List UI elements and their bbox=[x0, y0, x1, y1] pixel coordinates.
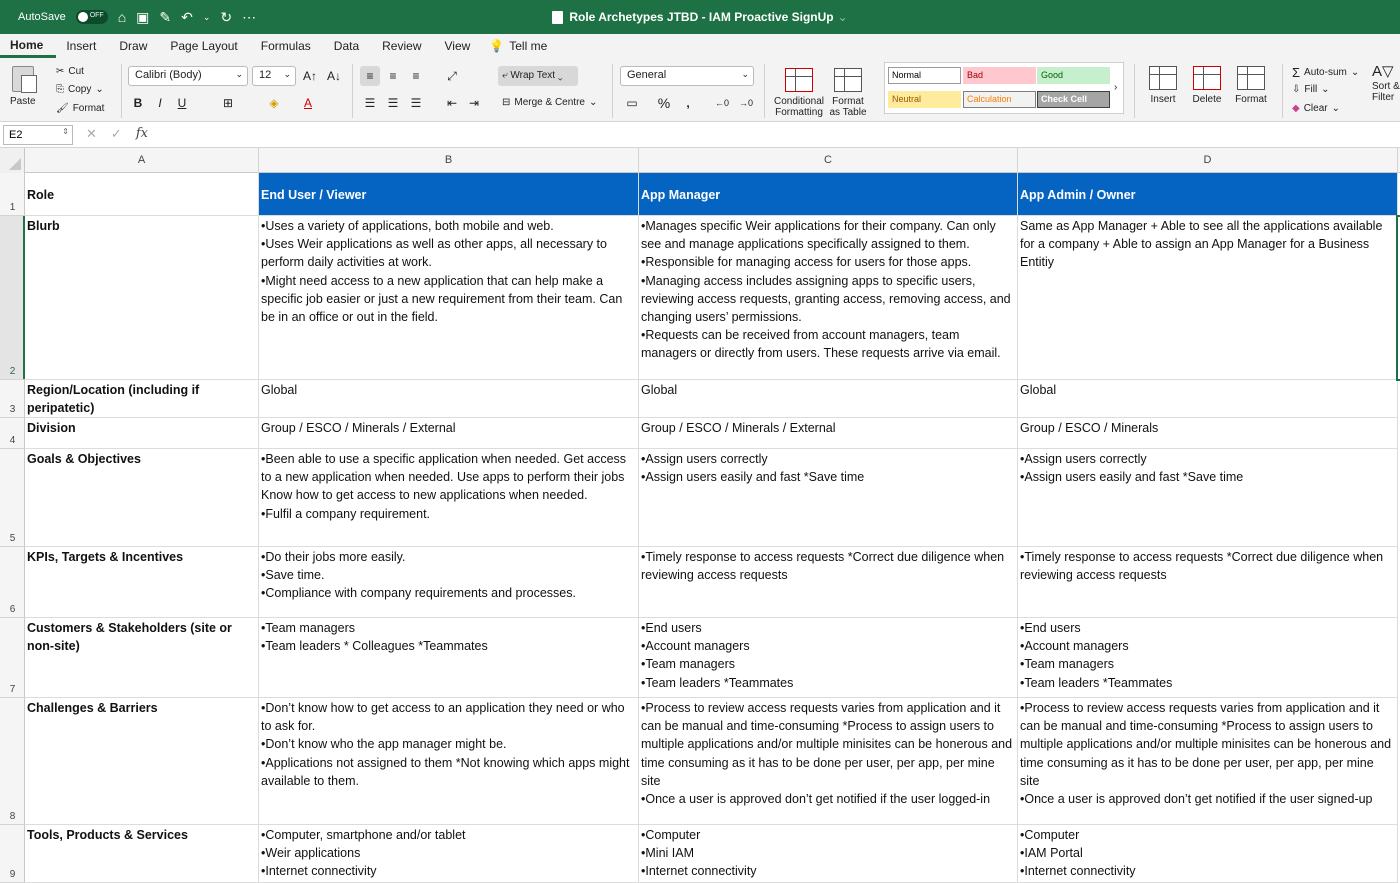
cell-d6[interactable]: •Timely response to access requests *Correct due diligence when reviewing access requests bbox=[1018, 547, 1398, 618]
cell-d1[interactable]: App Admin / Owner bbox=[1018, 173, 1398, 216]
column-header-d[interactable]: D bbox=[1018, 148, 1398, 173]
lightbulb-icon: 💡 bbox=[489, 39, 505, 53]
cell-d3[interactable]: Global bbox=[1018, 380, 1398, 418]
tab-page-layout[interactable]: Page Layout bbox=[170, 39, 238, 53]
style-check-cell[interactable]: Check Cell bbox=[1037, 91, 1110, 108]
cell-a5[interactable]: Goals & Objectives bbox=[25, 449, 259, 547]
copy-icon: ⎘ bbox=[56, 84, 64, 95]
increase-decimal-icon[interactable]: ←0 bbox=[714, 98, 729, 108]
cell-b7[interactable]: •Team managers •Team leaders * Colleagues *Teammates bbox=[259, 618, 639, 698]
cell-d5[interactable]: •Assign users correctly •Assign users easily and fast *Save time bbox=[1018, 449, 1398, 547]
format-as-table-button[interactable]: Format as Table bbox=[826, 68, 870, 118]
delete-cells-icon bbox=[1193, 66, 1221, 90]
home-icon[interactable]: ⌂ bbox=[117, 9, 127, 25]
sigma-icon: Σ bbox=[1292, 65, 1301, 80]
row-header-1[interactable]: 1 bbox=[0, 173, 25, 216]
cell-c9[interactable]: •Computer •Mini IAM •Internet connectivity bbox=[639, 825, 1018, 883]
format-cells-icon bbox=[1237, 66, 1265, 90]
cell-b3[interactable]: Global bbox=[259, 380, 639, 418]
increase-font-icon[interactable]: A↑ bbox=[302, 69, 317, 83]
cell-a3[interactable]: Region/Location (including if peripatetic) bbox=[25, 380, 259, 418]
decrease-font-icon[interactable]: A↓ bbox=[326, 69, 341, 83]
tell-me-search[interactable] bbox=[483, 39, 547, 53]
cell-c7[interactable]: •End users •Account managers •Team managers •Team leaders *Teammates bbox=[639, 618, 1018, 698]
align-middle-icon[interactable]: ≡ bbox=[389, 69, 397, 83]
row-header-6[interactable]: 6 bbox=[0, 547, 25, 618]
insert-cells-icon bbox=[1149, 66, 1177, 90]
italic-button[interactable]: I bbox=[158, 96, 162, 110]
column-header-a[interactable]: A bbox=[25, 148, 259, 173]
insert-function-icon[interactable]: fx bbox=[135, 126, 148, 141]
underline-button[interactable]: U bbox=[177, 96, 187, 110]
title-bar bbox=[0, 0, 1400, 34]
undo-dropdown-icon[interactable]: ⌄ bbox=[202, 11, 211, 22]
clear-button[interactable]: ◆ Clear ⌄ bbox=[1292, 103, 1340, 114]
scissors-icon: ✂ bbox=[56, 66, 65, 77]
style-normal[interactable]: Normal bbox=[888, 67, 961, 84]
cell-a9[interactable]: Tools, Products & Services bbox=[25, 825, 259, 883]
row-header-4[interactable]: 4 bbox=[0, 418, 25, 449]
cell-b4[interactable]: Group / ESCO / Minerals / External bbox=[259, 418, 639, 449]
orientation-icon[interactable]: ⤢ bbox=[447, 69, 457, 83]
format-cells-button[interactable]: Format bbox=[1230, 66, 1272, 105]
tab-review[interactable]: Review bbox=[382, 39, 422, 53]
styles-expand-icon[interactable]: › bbox=[1114, 82, 1118, 93]
cell-a2[interactable]: Blurb bbox=[25, 216, 259, 380]
decrease-decimal-icon[interactable]: →0 bbox=[738, 98, 753, 108]
bold-button[interactable]: B bbox=[133, 96, 143, 110]
cell-b2[interactable]: •Uses a variety of applications, both mobile and web. •Uses Weir applications as well as other apps, all necessary to perform daily activities at work. •Might need access to a new application that can help make a specific job easier or just a new requirement from their team. Can be in an office or out in the field. bbox=[259, 216, 639, 380]
align-left-icon[interactable]: ☰ bbox=[364, 96, 376, 110]
column-headers bbox=[0, 148, 1400, 173]
wrap-text-button[interactable]: ⤶ Wrap Text ⌄ bbox=[498, 66, 578, 86]
divider bbox=[764, 64, 765, 118]
autosum-button[interactable]: Σ Auto-sum ⌄ bbox=[1292, 65, 1360, 80]
select-all-corner[interactable] bbox=[0, 148, 25, 173]
tab-draw[interactable]: Draw bbox=[119, 39, 148, 53]
tab-insert[interactable]: Insert bbox=[66, 39, 97, 53]
ribbon-tabs bbox=[0, 34, 1400, 58]
style-calculation[interactable]: Calculation bbox=[963, 91, 1036, 108]
save-as-icon[interactable]: ✎ bbox=[159, 8, 172, 25]
conditional-formatting-button[interactable]: Conditional Formatting bbox=[772, 68, 826, 118]
cut-button[interactable]: ✂ Cut bbox=[56, 66, 84, 77]
row-header-3[interactable]: 3 bbox=[0, 380, 25, 418]
copy-button[interactable]: ⎘ Copy ⌄ bbox=[56, 84, 104, 95]
formula-bar bbox=[0, 122, 1400, 148]
divider bbox=[352, 64, 353, 118]
align-bottom-icon[interactable]: ≡ bbox=[412, 69, 420, 83]
tab-home[interactable]: Home bbox=[0, 34, 56, 58]
font-name-select[interactable]: Calibri (Body) ⌄ bbox=[128, 66, 248, 86]
font-color-icon[interactable]: A bbox=[303, 96, 312, 110]
row-header-7[interactable]: 7 bbox=[0, 618, 25, 698]
wrap-text-icon: ⤶ bbox=[502, 70, 511, 81]
paste-button[interactable]: Paste bbox=[10, 96, 36, 107]
style-good[interactable]: Good bbox=[1037, 67, 1110, 84]
align-center-icon[interactable]: ☰ bbox=[387, 96, 399, 110]
cell-d8[interactable]: •Process to review access requests varies from application and it can be manual and time-consuming *Process to assign users to multiple applications and/or multiple minisites can be honerous and time consuming as it has to be done per user, per app, per mine site •Once a user is approved don’t get notified if the user signed-up bbox=[1018, 698, 1398, 825]
eraser-icon: ◆ bbox=[1292, 103, 1300, 114]
sort-filter-button[interactable]: A▽ Sort & Filter bbox=[1372, 66, 1400, 103]
conditional-formatting-icon bbox=[785, 68, 813, 92]
format-painter-button[interactable]: 🖌 Format bbox=[56, 103, 105, 114]
style-bad[interactable]: Bad bbox=[963, 67, 1036, 84]
title-chevron-icon[interactable]: ⌄ bbox=[837, 10, 848, 24]
cell-d4[interactable]: Group / ESCO / Minerals bbox=[1018, 418, 1398, 449]
increase-indent-icon[interactable]: ⇥ bbox=[468, 96, 480, 110]
cell-a1[interactable]: Role bbox=[25, 173, 259, 216]
row-header-2[interactable]: 2 bbox=[0, 216, 25, 380]
cell-a7[interactable]: Customers & Stakeholders (site or non-site) bbox=[25, 618, 259, 698]
cell-d2[interactable]: Same as App Manager + Able to see all the applications available for a company + Able to assign an App Manager for a Business Entitiy bbox=[1018, 216, 1398, 380]
cell-a8[interactable]: Challenges & Barriers bbox=[25, 698, 259, 825]
cell-c3[interactable]: Global bbox=[639, 380, 1018, 418]
row-header-8[interactable]: 8 bbox=[0, 698, 25, 825]
cell-d7[interactable]: •End users •Account managers •Team managers •Team leaders *Teammates bbox=[1018, 618, 1398, 698]
autosave-label: AutoSave bbox=[18, 11, 66, 23]
insert-cells-button[interactable]: Insert bbox=[1142, 66, 1184, 105]
cell-b9[interactable]: •Computer, smartphone and/or tablet •Weir applications •Internet connectivity bbox=[259, 825, 639, 883]
ribbon-home bbox=[0, 58, 1400, 122]
sort-filter-icon: A▽ bbox=[1372, 63, 1394, 80]
cell-c5[interactable]: •Assign users correctly •Assign users easily and fast *Save time bbox=[639, 449, 1018, 547]
formula-input[interactable] bbox=[160, 126, 1396, 144]
cell-c1[interactable]: App Manager bbox=[639, 173, 1018, 216]
cell-b1[interactable]: End User / Viewer bbox=[259, 173, 639, 216]
cell-c6[interactable]: •Timely response to access requests *Correct due diligence when reviewing access requests bbox=[639, 547, 1018, 618]
borders-icon[interactable]: ⊞ bbox=[222, 96, 234, 110]
cell-c4[interactable]: Group / ESCO / Minerals / External bbox=[639, 418, 1018, 449]
cell-c8[interactable]: •Process to review access requests varies from application and it can be manual and time-consuming *Process to assign users to multiple applications and/or multiple minisites can be honerous and time consuming as it has to be done per user, per app, per mine site •Once a user is approved don’t get notified if the user logged-in bbox=[639, 698, 1018, 825]
align-top-icon[interactable]: ≡ bbox=[360, 66, 380, 86]
enter-icon[interactable]: ✓ bbox=[110, 126, 122, 141]
cell-b5[interactable]: •Been able to use a specific application when needed. Get access to a new application when needed. Use apps to perform their jobs Know how to get access to new applications when needed. •Fulfil a company requirement. bbox=[259, 449, 639, 547]
merge-centre-button[interactable]: ⊟ Merge & Centre ⌄ bbox=[502, 97, 598, 108]
divider bbox=[121, 64, 122, 118]
cell-a4[interactable]: Division bbox=[25, 418, 259, 449]
tab-formulas[interactable]: Formulas bbox=[260, 39, 311, 53]
cell-b8[interactable]: •Don’t know how to get access to an application they need or who to ask for. •Don’t know who the app manager might be. •Applications not assigned to them *Not knowing which apps might available to them. bbox=[259, 698, 639, 825]
save-icon[interactable]: ▣ bbox=[136, 8, 150, 25]
cell-b6[interactable]: •Do their jobs more easily. •Save time. •Compliance with company requirements and processes. bbox=[259, 547, 639, 618]
divider bbox=[612, 64, 613, 118]
delete-cells-button[interactable]: Delete bbox=[1186, 66, 1228, 105]
paste-icon[interactable] bbox=[12, 66, 34, 92]
decrease-indent-icon[interactable]: ⇤ bbox=[446, 96, 458, 110]
cell-c2[interactable]: •Manages specific Weir applications for their company. Can only see and manage applications specifically assigned to them. •Responsible for managing access for users for those apps. •Managing access includes assigning apps to specific users, reviewing access requests, granting access, removing access, and changing users’ permissions. •Requests can be received from account managers, team managers or directly from users. These requests arrive via email. bbox=[639, 216, 1018, 380]
autosave-toggle[interactable] bbox=[76, 10, 108, 24]
more-icon[interactable]: ⋯ bbox=[242, 8, 257, 25]
row-header-9[interactable]: 9 bbox=[0, 825, 25, 883]
divider bbox=[1282, 64, 1283, 118]
brush-icon: 🖌 bbox=[56, 103, 69, 114]
table-icon bbox=[834, 68, 862, 92]
comma-style-icon[interactable]: , bbox=[686, 96, 690, 110]
tell-me-label: Tell me bbox=[509, 39, 548, 53]
redo-icon[interactable]: ↻ bbox=[220, 8, 233, 25]
align-right-icon[interactable]: ☰ bbox=[410, 96, 422, 110]
percent-button[interactable]: % bbox=[657, 95, 671, 111]
spreadsheet-grid bbox=[0, 148, 1400, 883]
column-header-b[interactable]: B bbox=[259, 148, 639, 173]
cell-a6[interactable]: KPIs, Targets & Incentives bbox=[25, 547, 259, 618]
number-format-select[interactable]: General ⌄ bbox=[620, 66, 754, 86]
autosave-state: OFF bbox=[89, 12, 104, 19]
merge-icon: ⊟ bbox=[502, 97, 511, 108]
tab-view[interactable]: View bbox=[444, 39, 471, 53]
column-header-c[interactable]: C bbox=[639, 148, 1018, 173]
fill-color-icon[interactable]: ◈ bbox=[269, 96, 279, 110]
cancel-icon[interactable]: ✕ bbox=[86, 126, 97, 141]
divider bbox=[1134, 64, 1135, 118]
accounting-format-icon[interactable]: ▭ bbox=[626, 96, 638, 110]
style-neutral[interactable]: Neutral bbox=[888, 91, 961, 108]
cell-d9[interactable]: •Computer •IAM Portal •Internet connectivity bbox=[1018, 825, 1398, 883]
undo-icon[interactable]: ↶ bbox=[181, 8, 193, 25]
tab-data[interactable]: Data bbox=[333, 39, 360, 53]
fill-down-icon: ⇩ bbox=[1292, 84, 1301, 95]
font-size-select[interactable]: 12 ⌄ bbox=[252, 66, 296, 86]
fill-button[interactable]: ⇩ Fill ⌄ bbox=[1292, 84, 1330, 95]
name-box[interactable]: E2 ⇕ bbox=[3, 125, 73, 145]
row-header-5[interactable]: 5 bbox=[0, 449, 25, 547]
excel-doc-icon bbox=[552, 11, 563, 24]
document-title[interactable]: Role Archetypes JTBD - IAM Proactive SignUp bbox=[569, 10, 834, 24]
